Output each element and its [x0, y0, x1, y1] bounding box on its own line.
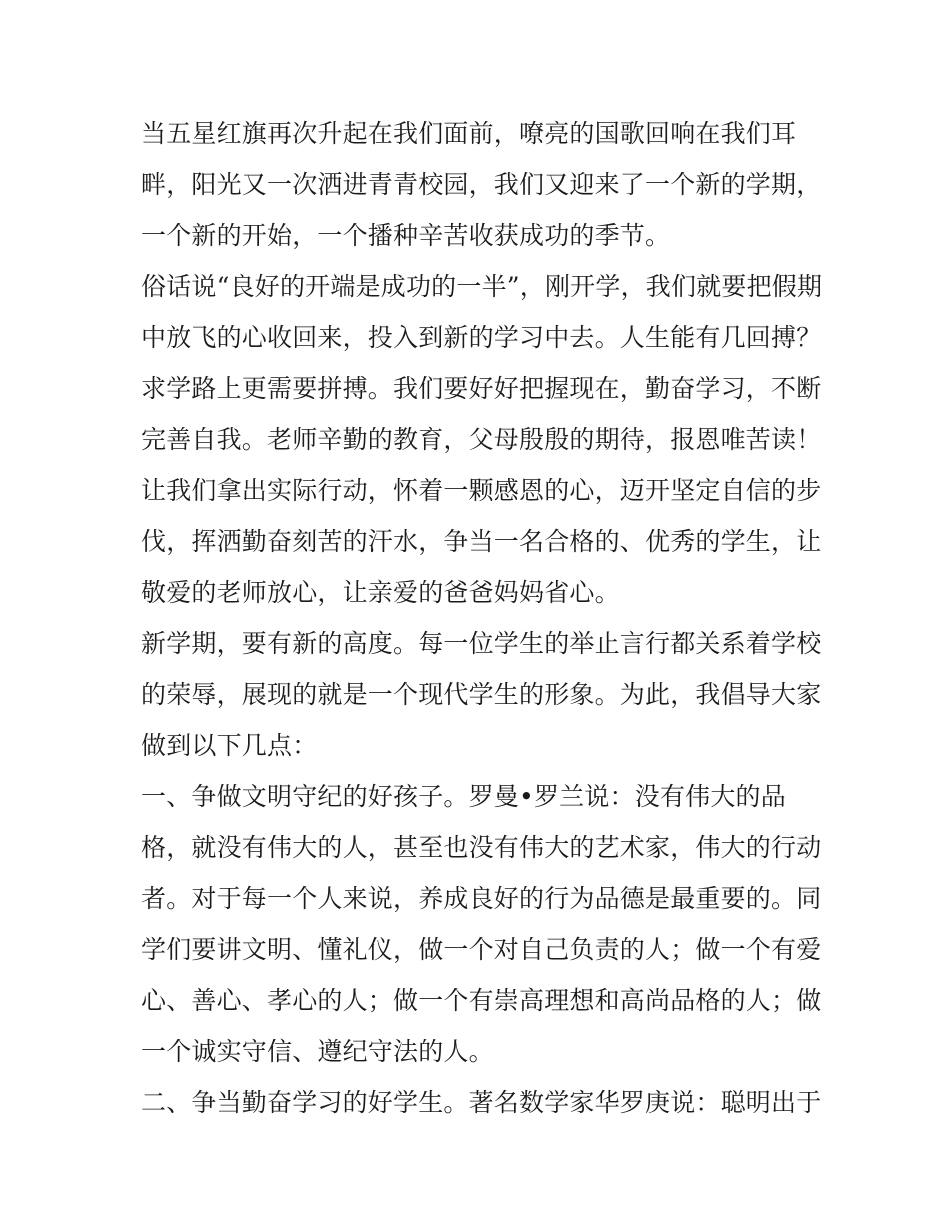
- text-line: 学们要讲文明、懂礼仪，做一个对自己负责的人；做一个有爱: [141, 935, 822, 964]
- text-line: 一、争做文明守纪的好孩子。罗曼•罗兰说：没有伟大的品: [141, 782, 786, 811]
- text-line: 中放飞的心收回来，投入到新的学习中去。人生能有几回搏？: [141, 323, 822, 352]
- text-line: 的荣辱，展现的就是一个现代学生的形象。为此，我倡导大家: [141, 680, 822, 709]
- text-line: 让我们拿出实际行动，怀着一颗感恩的心，迈开坚定自信的步: [141, 476, 822, 505]
- text-line: 伐，挥洒勤奋刻苦的汗水，争当一名合格的、优秀的学生，让: [141, 527, 822, 556]
- text-line: 心、善心、孝心的人；做一个有崇高理想和高尚品格的人；做: [141, 986, 822, 1015]
- document-body: [141, 108, 821, 1128]
- text-line: 新学期，要有新的高度。每一位学生的举止言行都关系着学校: [141, 629, 822, 658]
- text-line: 一个诚实守信、遵纪守法的人。: [141, 1037, 494, 1066]
- text-line: 俗话说“良好的开端是成功的一半”，刚开学，我们就要把假期: [141, 272, 823, 301]
- text-line: 畔，阳光又一次洒进青青校园，我们又迎来了一个新的学期，: [141, 170, 822, 199]
- text-line: 二、争当勤奋学习的好学生。著名数学家华罗庚说：聪明出于: [141, 1088, 822, 1117]
- text-line: 格，就没有伟大的人，甚至也没有伟大的艺术家，伟大的行动: [141, 833, 822, 862]
- text-line: 当五星红旗再次升起在我们面前，嘹亮的国歌回响在我们耳: [141, 119, 797, 148]
- text-line: 一个新的开始，一个播种辛苦收获成功的季节。: [141, 221, 671, 250]
- text-line: 敬爱的老师放心，让亲爱的爸爸妈妈省心。: [141, 578, 620, 607]
- text-line: 完善自我。老师辛勤的教育，父母殷殷的期待，报恩唯苦读！: [141, 425, 822, 454]
- text-line: 求学路上更需要拼搏。我们要好好把握现在，勤奋学习，不断: [141, 374, 822, 403]
- text-line: 做到以下几点：: [141, 731, 318, 760]
- text-line: 者。对于每一个人来说，养成良好的行为品德是最重要的。同: [141, 884, 822, 913]
